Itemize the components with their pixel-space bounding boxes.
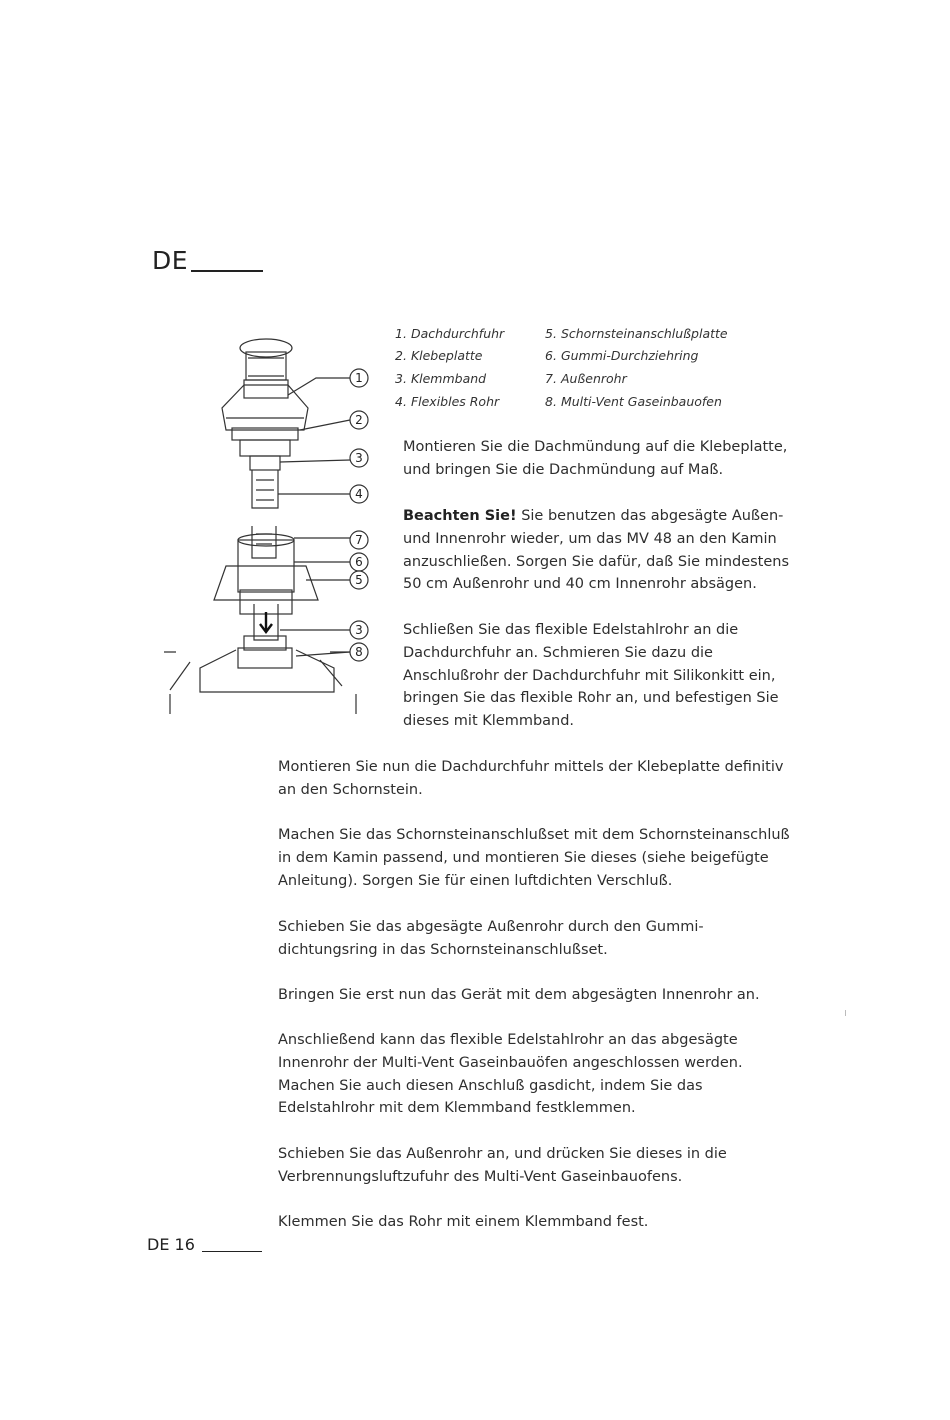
callout-1 — [350, 369, 368, 387]
paragraph-connect-flex: Anschließend kann das flexible Edelstahlrohr an das abgesägte Innenrohr der Multi-Vent Gaseinbauöfen angeschlossen werden. Machen Sie auch diesen Anschluß gasdicht, indem Sie das Edelstahlrohr mit dem Klemmband festklemmen. — [278, 1032, 743, 1117]
flex-pipe-lower — [252, 526, 276, 558]
callout-label: 8 — [355, 645, 363, 659]
callout-label: 4 — [355, 487, 363, 501]
notice-label: Beachten Sie! — [403, 508, 517, 524]
callout-6 — [350, 553, 368, 571]
legend-item: 5. Schornsteinanschlußplatte — [545, 326, 728, 341]
legend-item: 6. Gummi-Durchziehring — [545, 348, 699, 363]
paragraph-flex-pipe: Schließen Sie das flexible Edelstahlrohr an die Dachdurchfuhr an. Schmieren Sie dazu die Anschlußrohr der Dachdurchfuhr mit Silikonkitt ein, bringen Sie das flexible Rohr an, und befestigen Sie dieses mit Klemmband. — [403, 622, 779, 730]
callout-3b — [350, 621, 368, 639]
insertion-arrow — [260, 612, 272, 632]
page-number: DE 16 — [147, 1235, 195, 1254]
callout-label: 2 — [355, 413, 363, 427]
stove-collar — [238, 648, 292, 668]
legend-item: 3. Klemmband — [395, 371, 487, 386]
page-language-heading: DE — [152, 246, 189, 275]
callout-label: 3 — [355, 623, 363, 637]
callout-8 — [350, 643, 368, 661]
legend-item: 8. Multi-Vent Gaseinbauofen — [545, 394, 722, 409]
stove-body — [200, 650, 334, 692]
callout-label: 5 — [355, 573, 363, 587]
clamp-band-upper — [250, 456, 280, 470]
paragraph-outer-pipe: Schieben Sie das abgesägte Außenrohr durch den Gummi- dichtungsring in das Schornsteinanschlußset. — [278, 919, 704, 958]
flashing-plate — [222, 385, 308, 430]
footer-rule — [202, 1251, 262, 1252]
chimney-plate — [214, 566, 318, 600]
terminal-cap — [240, 339, 292, 357]
callout-7 — [350, 531, 368, 549]
paragraph-notice: Beachten Sie! Sie benutzen das abgesägte Außen- und Innenrohr wieder, um das MV 48 an den Kamin anzuschließen. Sorgen Sie dafür, daß Sie mindestens 50 cm Außenrohr und 40 cm Innenrohr absägen. — [403, 508, 790, 593]
callout-label: 7 — [355, 533, 363, 547]
paragraph-mount-roof: Montieren Sie nun die Dachdurchfuhr mittels der Klebeplatte definitiv an den Schornstein. — [278, 759, 784, 798]
scan-mark — [845, 1010, 846, 1016]
rubber-ring — [240, 590, 292, 614]
callout-5 — [350, 571, 368, 589]
paragraph-device: Bringen Sie erst nun das Gerät mit dem abgesägten Innenrohr an. — [278, 987, 760, 1003]
paragraph-clamp: Klemmen Sie das Rohr mit einem Klemmband fest. — [278, 1214, 649, 1230]
legend-item: 4. Flexibles Rohr — [395, 394, 500, 409]
legend-item: 2. Klebeplatte — [395, 348, 483, 363]
heading-rule — [191, 270, 263, 272]
callout-label: 6 — [355, 555, 363, 569]
paragraph-mount-terminal: Montieren Sie die Dachmündung auf die Klebeplatte, und bringen Sie die Dachmündung auf Maß. — [403, 439, 788, 478]
paragraph-push-pipe: Schieben Sie das Außenrohr an, und drücken Sie dieses in die Verbrennungsluftzufuhr des Multi-Vent Gaseinbauofens. — [278, 1146, 727, 1185]
callout-label: 1 — [355, 371, 363, 385]
flex-pipe-upper — [252, 470, 278, 508]
callout-4 — [350, 485, 368, 503]
legend-item: 7. Außenrohr — [545, 371, 627, 386]
callout-label: 3 — [355, 451, 363, 465]
callout-3 — [350, 449, 368, 467]
callout-2 — [350, 411, 368, 429]
paragraph-chimney-set: Machen Sie das Schornsteinanschlußset mit dem Schornsteinanschluß in dem Kamin passend, und montieren Sie dieses (siehe beigefügte Anleitung). Sorgen Sie für einen luftdichten Verschluß. — [278, 827, 790, 889]
legend-item: 1. Dachdurchfuhr — [395, 326, 505, 341]
installation-diagram — [160, 330, 380, 720]
terminal-lower — [244, 380, 288, 398]
